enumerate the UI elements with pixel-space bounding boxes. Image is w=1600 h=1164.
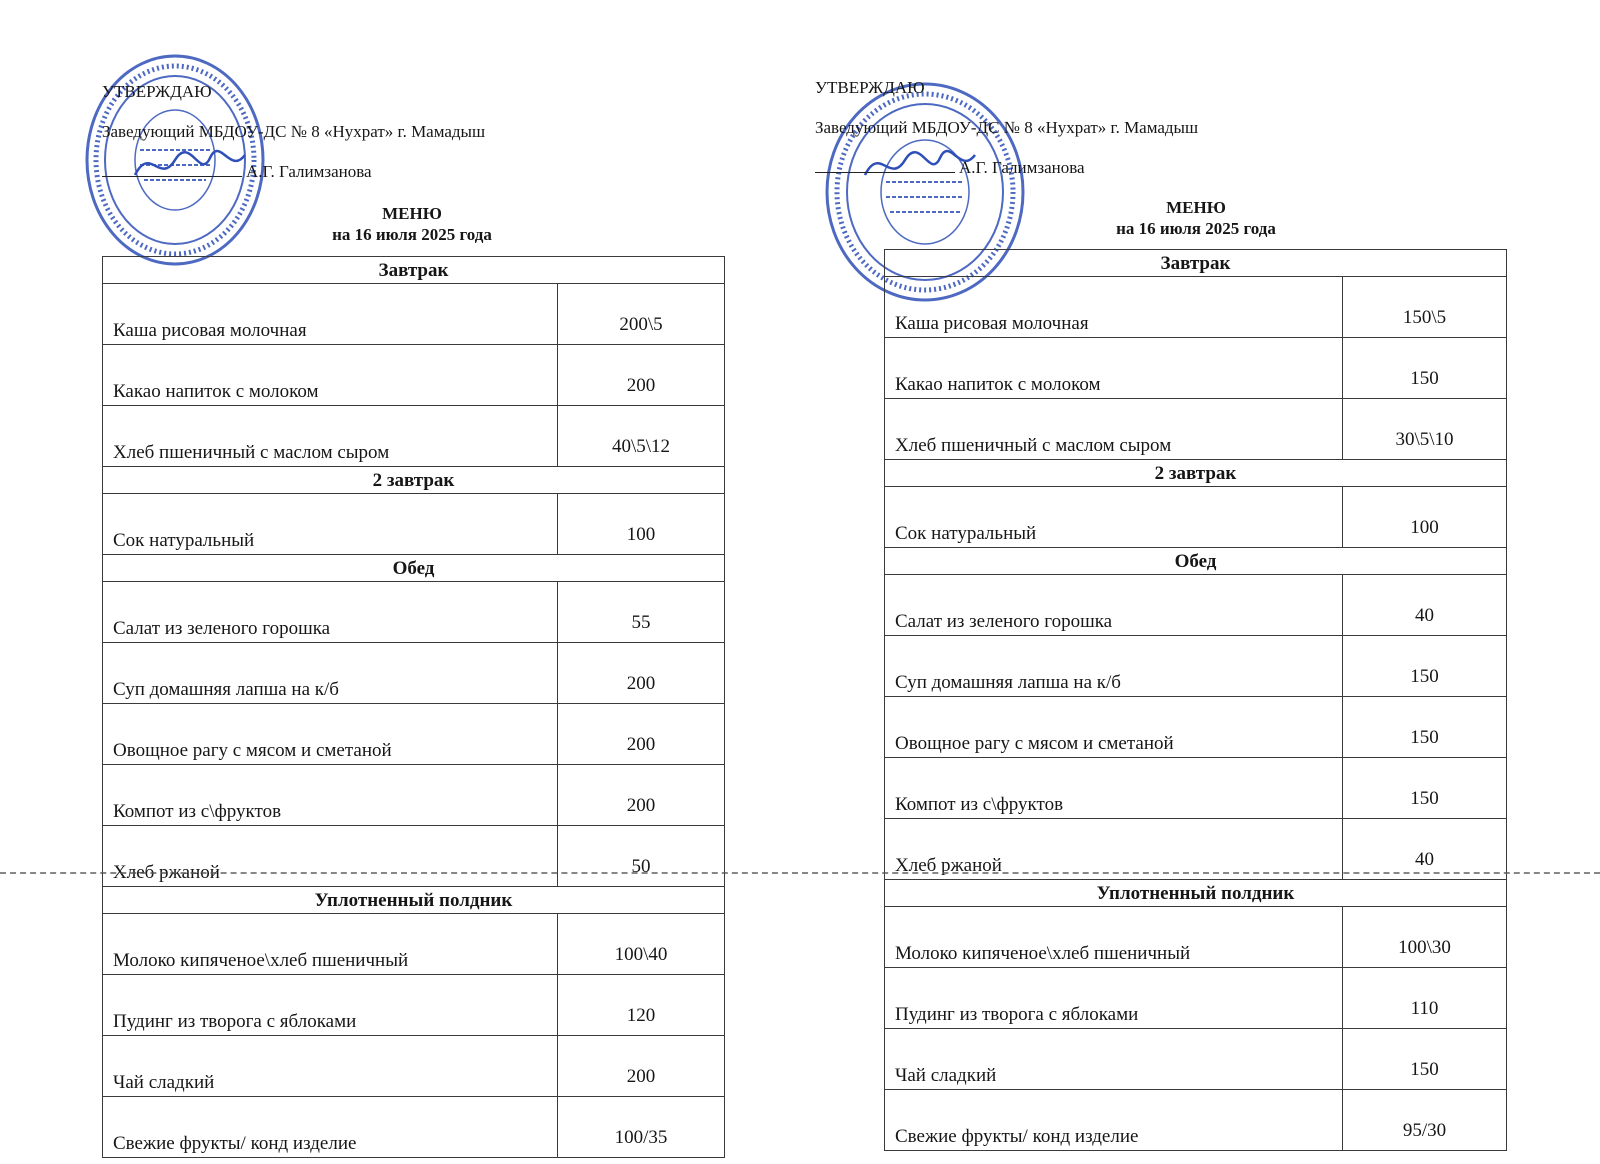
dish-name: Хлеб пшеничный с маслом сыром	[103, 406, 558, 467]
menu-title: МЕНЮ	[382, 204, 442, 223]
menu-row	[103, 494, 725, 555]
dish-quantity: 55	[558, 582, 725, 643]
signer-name: А.Г. Галимзанова	[246, 162, 372, 181]
menu-table	[102, 256, 725, 1158]
dish-name: Хлеб ржаной	[885, 819, 1343, 880]
dish-name: Суп домашняя лапша на к/б	[103, 643, 558, 704]
signature-line	[102, 162, 242, 177]
menu-row	[885, 907, 1507, 968]
menu-row	[103, 643, 725, 704]
approve-label: УТВЕРЖДАЮ	[102, 82, 212, 101]
menu-row	[885, 758, 1507, 819]
dish-name: Какао напиток с молоком	[885, 338, 1343, 399]
approval-block	[102, 72, 485, 192]
menu-table	[884, 249, 1507, 1151]
menu-row	[103, 406, 725, 467]
menu-row	[103, 914, 725, 975]
signature-line	[815, 158, 955, 173]
menu-row	[885, 399, 1507, 460]
signer-name: А.Г. Галимзанова	[959, 158, 1085, 177]
section-header: Уплотненный полдник	[885, 880, 1507, 907]
section-header: Завтрак	[103, 257, 725, 284]
menu-row	[103, 582, 725, 643]
dish-name: Овощное рагу с мясом и сметаной	[103, 704, 558, 765]
dish-quantity: 100\40	[558, 914, 725, 975]
dish-name: Компот из с\фруктов	[885, 758, 1343, 819]
dish-name: Молоко кипяченое\хлеб пшеничный	[885, 907, 1343, 968]
dish-quantity: 110	[1343, 968, 1507, 1029]
dish-name: Каша рисовая молочная	[103, 284, 558, 345]
dish-quantity: 150	[1343, 697, 1507, 758]
section-header: Завтрак	[885, 250, 1507, 277]
dish-quantity: 150\5	[1343, 277, 1507, 338]
dish-quantity: 200	[558, 643, 725, 704]
dish-name: Хлеб пшеничный с маслом сыром	[885, 399, 1343, 460]
dish-quantity: 40	[1343, 575, 1507, 636]
dish-name: Суп домашняя лапша на к/б	[885, 636, 1343, 697]
menu-row	[103, 975, 725, 1036]
menu-row	[103, 345, 725, 406]
dish-name: Салат из зеленого горошка	[103, 582, 558, 643]
dish-quantity: 100	[1343, 487, 1507, 548]
menu-row	[885, 697, 1507, 758]
menu-row	[103, 826, 725, 887]
menu-row	[103, 284, 725, 345]
dish-name: Хлеб ржаной	[103, 826, 558, 887]
dish-quantity: 200	[558, 765, 725, 826]
head-title: Заведующий МБДОУ-ДС № 8 «Нухрат» г. Мамадыш	[102, 122, 486, 141]
dish-quantity: 200	[558, 704, 725, 765]
menu-row	[103, 704, 725, 765]
section-header: Уплотненный полдник	[103, 887, 725, 914]
dish-quantity: 150	[1343, 1029, 1507, 1090]
dish-quantity: 100/35	[558, 1097, 725, 1158]
menu-row	[885, 277, 1507, 338]
dish-name: Сок натуральный	[103, 494, 558, 555]
menu-title-block	[886, 197, 1506, 239]
menu-date: на 16 июля 2025 года	[1116, 219, 1276, 238]
menu-row	[103, 1097, 725, 1158]
menu-row	[103, 765, 725, 826]
dish-quantity: 40	[1343, 819, 1507, 880]
dish-quantity: 50	[558, 826, 725, 887]
dish-quantity: 150	[1343, 758, 1507, 819]
section-header: Обед	[885, 548, 1507, 575]
section-header: Обед	[103, 555, 725, 582]
menu-row	[885, 636, 1507, 697]
section-header: 2 завтрак	[885, 460, 1507, 487]
dish-name: Свежие фрукты/ конд изделие	[885, 1090, 1343, 1151]
dish-name: Пудинг из творога с яблоками	[885, 968, 1343, 1029]
menu-row	[885, 819, 1507, 880]
dish-name: Сок натуральный	[885, 487, 1343, 548]
dish-name: Салат из зеленого горошка	[885, 575, 1343, 636]
dish-name: Свежие фрукты/ конд изделие	[103, 1097, 558, 1158]
menu-row	[103, 1036, 725, 1097]
dish-quantity: 120	[558, 975, 725, 1036]
menu-row	[885, 487, 1507, 548]
dish-name: Пудинг из творога с яблоками	[103, 975, 558, 1036]
dish-quantity: 200	[558, 1036, 725, 1097]
menu-title-block	[102, 203, 722, 245]
menu-row	[885, 968, 1507, 1029]
menu-title: МЕНЮ	[1166, 198, 1226, 217]
approve-label: УТВЕРЖДАЮ	[815, 78, 925, 97]
dish-name: Чай сладкий	[103, 1036, 558, 1097]
dish-quantity: 150	[1343, 338, 1507, 399]
menu-row	[885, 1090, 1507, 1151]
menu-row	[885, 575, 1507, 636]
dish-quantity: 95/30	[1343, 1090, 1507, 1151]
dish-quantity: 200\5	[558, 284, 725, 345]
dish-name: Овощное рагу с мясом и сметаной	[885, 697, 1343, 758]
scan-artifact-line	[0, 872, 1600, 874]
section-header: 2 завтрак	[103, 467, 725, 494]
dish-name: Молоко кипяченое\хлеб пшеничный	[103, 914, 558, 975]
dish-quantity: 200	[558, 345, 725, 406]
dish-name: Чай сладкий	[885, 1029, 1343, 1090]
dish-name: Каша рисовая молочная	[885, 277, 1343, 338]
menu-date: на 16 июля 2025 года	[332, 225, 492, 244]
menu-row	[885, 338, 1507, 399]
approval-block	[815, 68, 1198, 188]
menu-row	[885, 1029, 1507, 1090]
dish-quantity: 40\5\12	[558, 406, 725, 467]
dish-quantity: 150	[1343, 636, 1507, 697]
head-title: Заведующий МБДОУ-ДС № 8 «Нухрат» г. Мамадыш	[815, 118, 1199, 137]
dish-quantity: 30\5\10	[1343, 399, 1507, 460]
dish-quantity: 100\30	[1343, 907, 1507, 968]
dish-name: Какао напиток с молоком	[103, 345, 558, 406]
dish-quantity: 100	[558, 494, 725, 555]
dish-name: Компот из с\фруктов	[103, 765, 558, 826]
